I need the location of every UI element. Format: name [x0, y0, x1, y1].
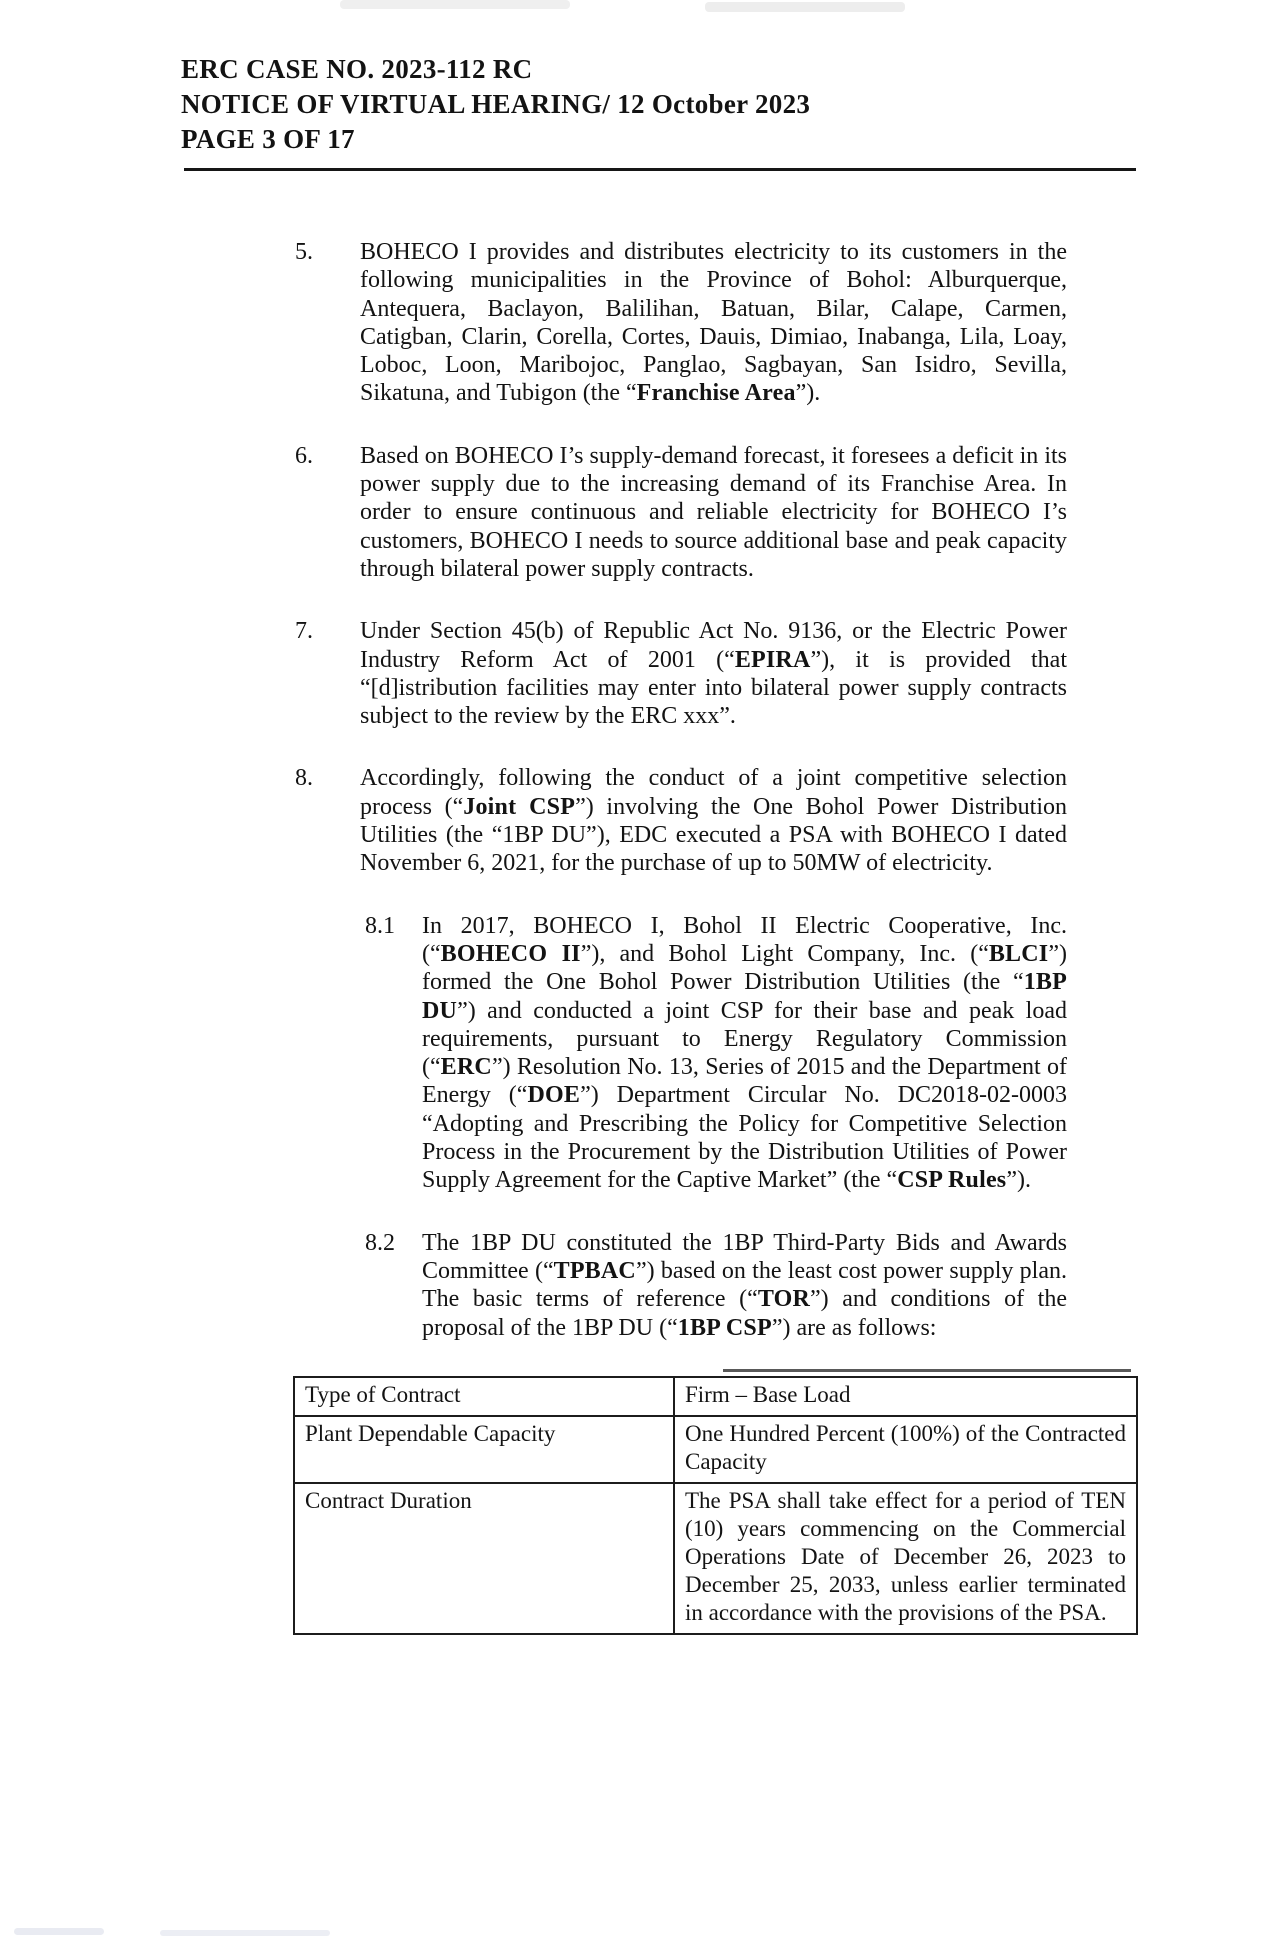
term-label: Contract Duration — [294, 1483, 674, 1634]
term-label: Type of Contract — [294, 1377, 674, 1416]
scan-artifact — [14, 1928, 104, 1935]
paragraph-text: BOHECO I provides and distributes electricity to its customers in the following municipalities in the Province of Bohol: Alburquerque, Antequera, Baclayon, Balilihan, Batuan, Bilar, Calape, Carmen, Catigban, Clarin, Corella, Cortes, Dauis, Dimiao, Inabanga, Lila, Loay, Loboc, Loon, Maribojoc, Panglao, Sagbayan, San Isidro, Sevilla, Sikatuna, and Tubigon (the “Franchise Area”). — [360, 239, 1067, 407]
paragraph-text: Under Section 45(b) of Republic Act No. 9136, or the Electric Power Industry Reform Act of 2001 (“EPIRA”), it is provided that “[d]istribution facilities may enter into bilateral power supply contracts subject to the review by the ERC xxx”. — [360, 618, 1067, 730]
paragraph-number: 5. — [295, 239, 313, 265]
case-number: ERC CASE NO. 2023-112 RC — [181, 54, 533, 84]
paragraph-text: Based on BOHECO I’s supply-demand forecast, it foresees a deficit in its power supply due to the increasing demand of its Franchise Area. In order to ensure continuous and reliable electricity for BOHECO I’s customers, BOHECO I needs to source additional base and peak capacity through bilateral power supply contracts. — [360, 442, 1067, 582]
header-rule — [184, 168, 1136, 171]
term-value: One Hundred Percent (100%) of the Contracted Capacity — [674, 1416, 1137, 1483]
table-row — [294, 1416, 1137, 1483]
paragraph-text: In 2017, BOHECO I, Bohol II Electric Cooperative, Inc. (“BOHECO II”), and Bohol Light Company, Inc. (“BLCI”) formed the One Bohol Power Distribution Utilities (the “1BP DU”) and conducted a joint CSP for their base and peak load requirements, pursuant to Energy Regulatory Commission (“ERC”) Resolution No. 13, Series of 2015 and the Department of Energy (“DOE”) Department Circular No. DC2018-02-0003 “Adopting and Prescribing the Policy for Competitive Selection Process in the Procurement by the Distribution Utilities of Power Supply Agreement for the Captive Market” (the “CSP Rules”). — [422, 912, 1068, 1194]
paragraph-7 — [295, 617, 1067, 730]
paragraph-8-2 — [365, 1229, 1067, 1342]
page-indicator: PAGE 3 OF 17 — [181, 124, 355, 154]
term-value: Firm – Base Load — [674, 1377, 1137, 1416]
paragraph-number: 8. — [295, 765, 313, 792]
notice-title: NOTICE OF VIRTUAL HEARING/ 12 October 2023 — [181, 89, 811, 119]
paragraph-5 — [295, 238, 1067, 408]
paragraph-number: 8.2 — [365, 1229, 395, 1256]
term-label: Plant Dependable Capacity — [294, 1416, 674, 1483]
scan-artifact-line — [723, 1369, 1131, 1372]
scan-artifact — [340, 0, 570, 9]
scan-artifact — [705, 2, 905, 12]
paragraph-6 — [295, 442, 1067, 583]
paragraph-8-1 — [365, 912, 1067, 1195]
table-row — [294, 1377, 1137, 1416]
term-value: The PSA shall take effect for a period of TEN (10) years commencing on the Commercial Operations Date of December 26, 2023 to December 25, 2033, unless earlier terminated in accordance with the provisions of the PSA. — [674, 1483, 1137, 1634]
paragraph-text: The 1BP DU constituted the 1BP Third-Party Bids and Awards Committee (“TPBAC”) based on the least cost power supply plan. The basic terms of reference (“TOR”) and conditions of the proposal of the 1BP DU (“1BP CSP”) are as follows: — [422, 1229, 1067, 1341]
csp-terms-table — [293, 1376, 1138, 1635]
paragraph-8 — [295, 764, 1067, 877]
table-row — [294, 1483, 1137, 1634]
scan-artifact — [160, 1930, 330, 1936]
document-body — [295, 238, 1126, 1635]
page-header — [181, 52, 810, 157]
csp-terms-table-wrap — [293, 1376, 1136, 1635]
paragraph-number: 7. — [295, 618, 313, 645]
paragraph-number: 6. — [295, 442, 313, 469]
paragraph-text: Accordingly, following the conduct of a joint competitive selection process (“Joint CSP”) involving the One Bohol Power Distribution Utilities (the “1BP DU”), EDC executed a PSA with BOHECO I dated November 6, 2021, for the purchase of up to 50MW of electricity. — [360, 765, 1067, 877]
paragraph-number: 8.1 — [365, 912, 395, 939]
